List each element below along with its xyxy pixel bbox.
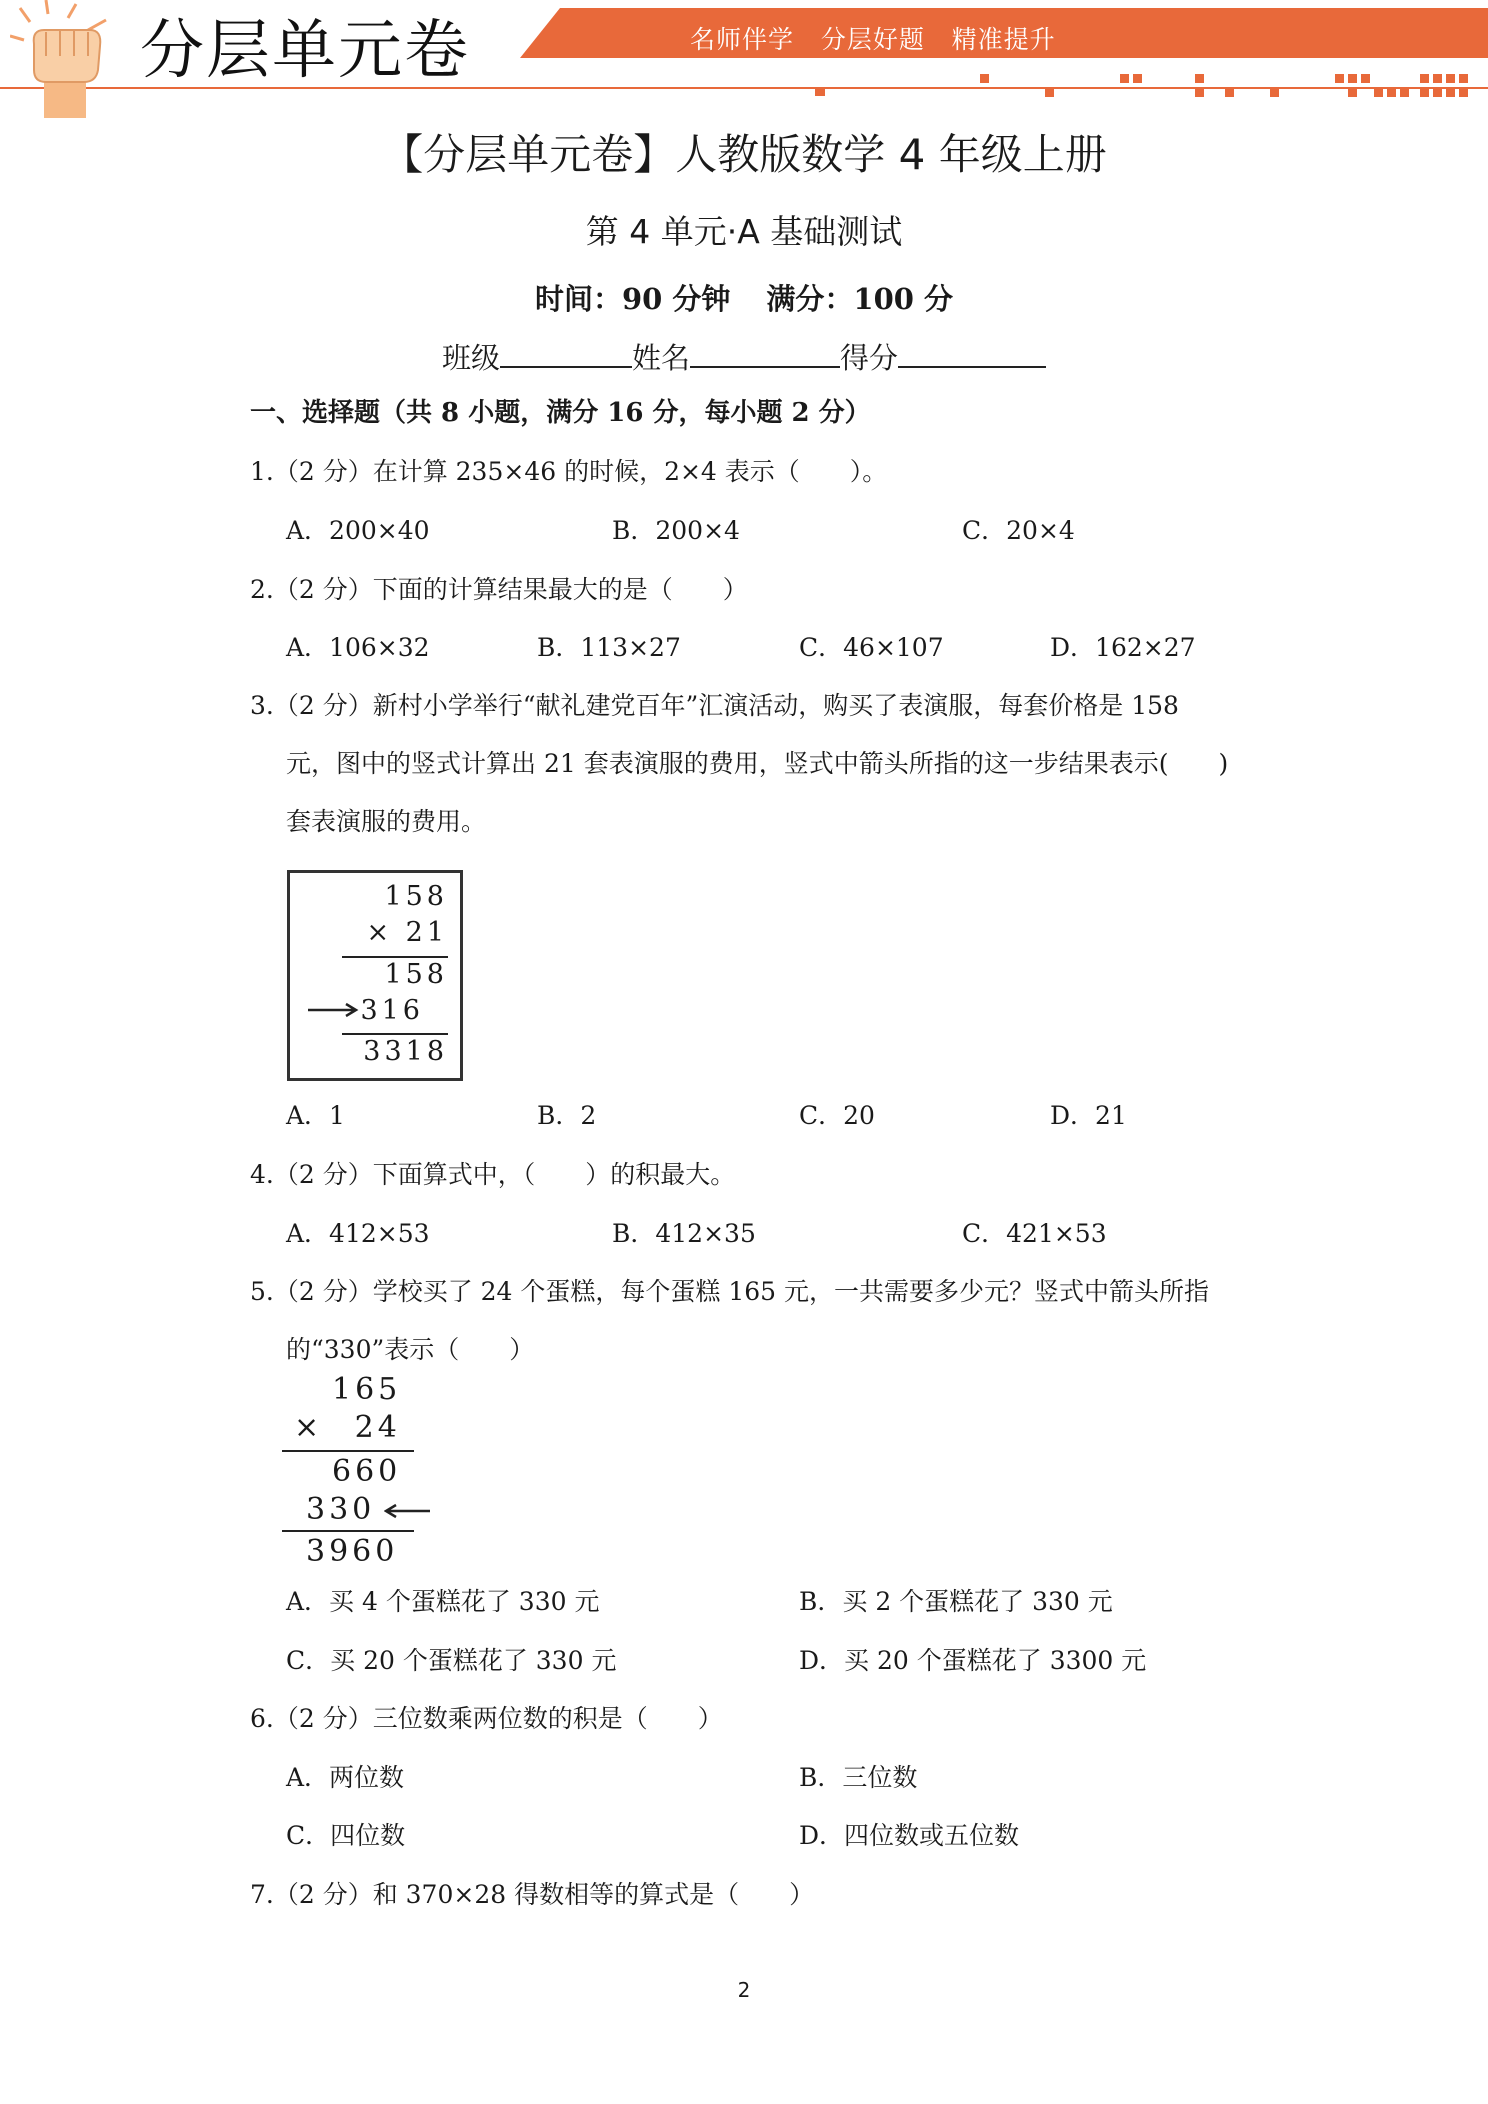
arrow-right-icon [306, 1001, 360, 1019]
q3-option-a[interactable]: A．1 [286, 1101, 345, 1130]
question-3-line-3: 套表演服的费用。 [286, 807, 487, 836]
class-label: 班级 [441, 341, 500, 375]
brand-slogan: 名师伴学 分层好题 精准提升 [690, 25, 1056, 54]
calc-rule [342, 1033, 448, 1035]
q2-option-a[interactable]: A．106×32 [286, 633, 430, 662]
document-subtitle: 第 4 单元·A 基础测试 [585, 212, 903, 251]
q4-option-b[interactable]: B．412×35 [612, 1219, 756, 1248]
q1-option-b[interactable]: B．200×4 [612, 516, 740, 545]
question-2: 2.（2 分）下面的计算结果最大的是（ ） [250, 575, 748, 604]
calc-line: 316 [360, 995, 424, 1026]
calc-line: 165 [332, 1372, 402, 1407]
calc-line: 660 [332, 1454, 402, 1489]
calc-line: 330 [306, 1492, 376, 1527]
question-3-line-2: 元，图中的竖式计算出 21 套表演服的费用，竖式中箭头所指的这一步结果表示( ) [286, 749, 1229, 778]
calc-line: × 21 [366, 917, 448, 948]
q2-option-c[interactable]: C．46×107 [799, 633, 944, 662]
q6-option-c[interactable]: C．四位数 [286, 1821, 406, 1850]
calc-rule [282, 1450, 414, 1452]
question-4: 4.（2 分）下面算式中，（ ）的积最大。 [250, 1160, 736, 1189]
calc-line: 158 [384, 959, 448, 990]
document-title: 【分层单元卷】人教版数学 4 年级上册 [381, 130, 1107, 179]
question-5-line-1: 5.（2 分）学校买了 24 个蛋糕，每个蛋糕 165 元，一共需要多少元？竖式中箭头所指 [250, 1277, 1210, 1306]
q5-option-a[interactable]: A．买 4 个蛋糕花了 330 元 [286, 1587, 600, 1616]
class-blank[interactable] [500, 338, 632, 368]
q1-option-a[interactable]: A．200×40 [286, 516, 430, 545]
q5-option-d[interactable]: D．买 20 个蛋糕花了 3300 元 [799, 1646, 1147, 1675]
question-1: 1.（2 分）在计算 235×46 的时候，2×4 表示（ ）。 [250, 457, 888, 486]
q2-option-d[interactable]: D．162×27 [1050, 633, 1196, 662]
calc-line: 3960 [306, 1534, 399, 1569]
page-number: 2 [737, 1978, 751, 2002]
q3-option-b[interactable]: B．2 [537, 1101, 597, 1130]
q6-option-a[interactable]: A．两位数 [286, 1763, 405, 1792]
calc-rule [282, 1530, 414, 1532]
q3-vertical-calculation [287, 870, 463, 1081]
score-field-label: 得分 [840, 341, 899, 375]
question-7: 7.（2 分）和 370×28 得数相等的算式是（ ） [250, 1880, 815, 1909]
q6-option-d[interactable]: D．四位数或五位数 [799, 1821, 1020, 1850]
time-label: 时间：90 分钟 [534, 282, 731, 316]
question-6: 6.（2 分）三位数乘两位数的积是（ ） [250, 1704, 723, 1733]
q3-option-d[interactable]: D．21 [1050, 1101, 1127, 1130]
student-info-line [0, 336, 1488, 377]
arrow-left-icon [384, 1502, 432, 1520]
section-heading: 一、选择题（共 8 小题，满分 16 分，每小题 2 分） [250, 398, 871, 428]
score-blank[interactable] [898, 338, 1046, 368]
question-5-line-2: 的“330”表示（ ） [286, 1335, 535, 1364]
q1-option-c[interactable]: C．20×4 [962, 516, 1075, 545]
calc-rule [342, 956, 448, 958]
q5-option-b[interactable]: B．买 2 个蛋糕花了 330 元 [799, 1587, 1113, 1616]
name-blank[interactable] [690, 338, 840, 368]
question-3-line-1: 3.（2 分）新村小学举行“献礼建党百年”汇演活动，购买了表演服，每套价格是 158 [250, 691, 1179, 720]
q3-option-c[interactable]: C．20 [799, 1101, 875, 1130]
q6-option-b[interactable]: B．三位数 [799, 1763, 918, 1792]
q4-option-a[interactable]: A．412×53 [286, 1219, 430, 1248]
q4-option-c[interactable]: C．421×53 [962, 1219, 1107, 1248]
q5-option-c[interactable]: C．买 20 个蛋糕花了 330 元 [286, 1646, 617, 1675]
exam-meta [0, 277, 1488, 318]
q5-vertical-calculation [280, 1372, 440, 1572]
brand-title: 分层单元卷 [140, 14, 470, 88]
calc-line: × 24 [294, 1410, 401, 1445]
calc-line: 3318 [363, 1036, 448, 1067]
score-label: 满分：100 分 [766, 282, 954, 316]
name-label: 姓名 [631, 341, 690, 375]
fist-icon [10, 0, 120, 118]
calc-line: 158 [384, 881, 448, 912]
q2-option-b[interactable]: B．113×27 [537, 633, 681, 662]
header-banner [0, 0, 1488, 110]
